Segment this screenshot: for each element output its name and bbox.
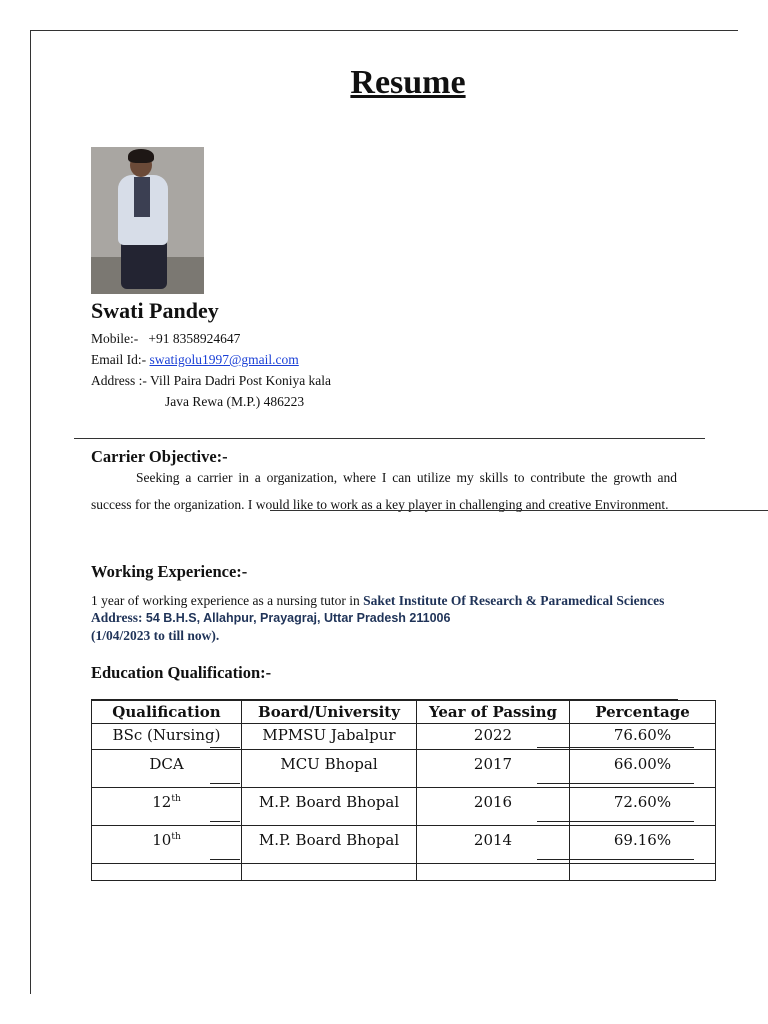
cell-board: MCU Bhopal [242,750,417,788]
cell-percentage: 72.60% [570,788,716,826]
cell-board: M.P. Board Bhopal [242,788,417,826]
cell-year: 2022 [417,724,570,750]
experience-heading: Working Experience:- [91,562,248,581]
cell-board: M.P. Board Bhopal [242,826,417,864]
email-link[interactable]: swatigolu1997@gmail.com [149,352,299,367]
table-row [92,724,716,750]
cell-year: 2016 [417,788,570,826]
header-year: Year of Passing [417,701,570,724]
page-border-left [30,30,31,994]
cell-percentage: 69.16% [570,826,716,864]
education-heading: Education Qualification:- [91,663,272,682]
cell-qualification: 12th [92,788,242,826]
experience-text [91,592,691,644]
objective-underline [270,510,768,511]
cell-qualification: 10th [92,826,242,864]
cell-qualification: DCA [92,750,242,788]
table-row-empty [92,864,716,881]
mobile-number: +91 8358924647 [148,331,241,346]
address-line-2: Java Rewa (M.P.) 486223 [165,394,305,409]
objective-heading: Carrier Objective:- [91,447,228,466]
email-label: Email Id:- [91,352,147,367]
document-title: Resume [350,64,466,101]
email-line [91,352,299,368]
cell-percentage: 66.00% [570,750,716,788]
candidate-name: Swati Pandey [91,298,219,323]
header-qualification: Qualification [92,701,242,724]
address-line [91,373,331,389]
section-divider [74,438,705,439]
header-board: Board/University [242,701,417,724]
cell-year: 2017 [417,750,570,788]
experience-duration: (1/04/2023 to till now). [91,628,220,643]
profile-photo [91,147,204,294]
institute-name: Saket Institute Of Research & Paramedical Sciences [363,593,665,608]
header-percentage: Percentage [570,701,716,724]
table-row [92,788,716,826]
page-border-top [30,30,738,31]
cell-percentage: 76.60% [570,724,716,750]
table-header-row [92,701,716,724]
education-table-wrapper [91,700,716,881]
mobile-label: Mobile:- [91,331,139,346]
table-row [92,750,716,788]
cell-year: 2014 [417,826,570,864]
education-table [91,700,716,881]
objective-text: Seeking a carrier in a organization, where I can utilize my skills to contribute the growth and success for the organization. I would like to work as a key player in challenging and creative Environment. [91,470,677,512]
cell-qualification: BSc (Nursing) [92,724,242,750]
table-row [92,826,716,864]
institute-address-label: Address: [91,610,143,625]
cell-board: MPMSU Jabalpur [242,724,417,750]
institute-address: 54 B.H.S, Allahpur, Prayagraj, Uttar Pradesh 211006 [145,611,451,625]
mobile-line [91,331,240,347]
experience-intro: 1 year of working experience as a nursing tutor in [91,593,360,608]
address-label: Address :- [91,373,147,388]
address-line-1: Vill Paira Dadri Post Koniya kala [150,373,332,388]
